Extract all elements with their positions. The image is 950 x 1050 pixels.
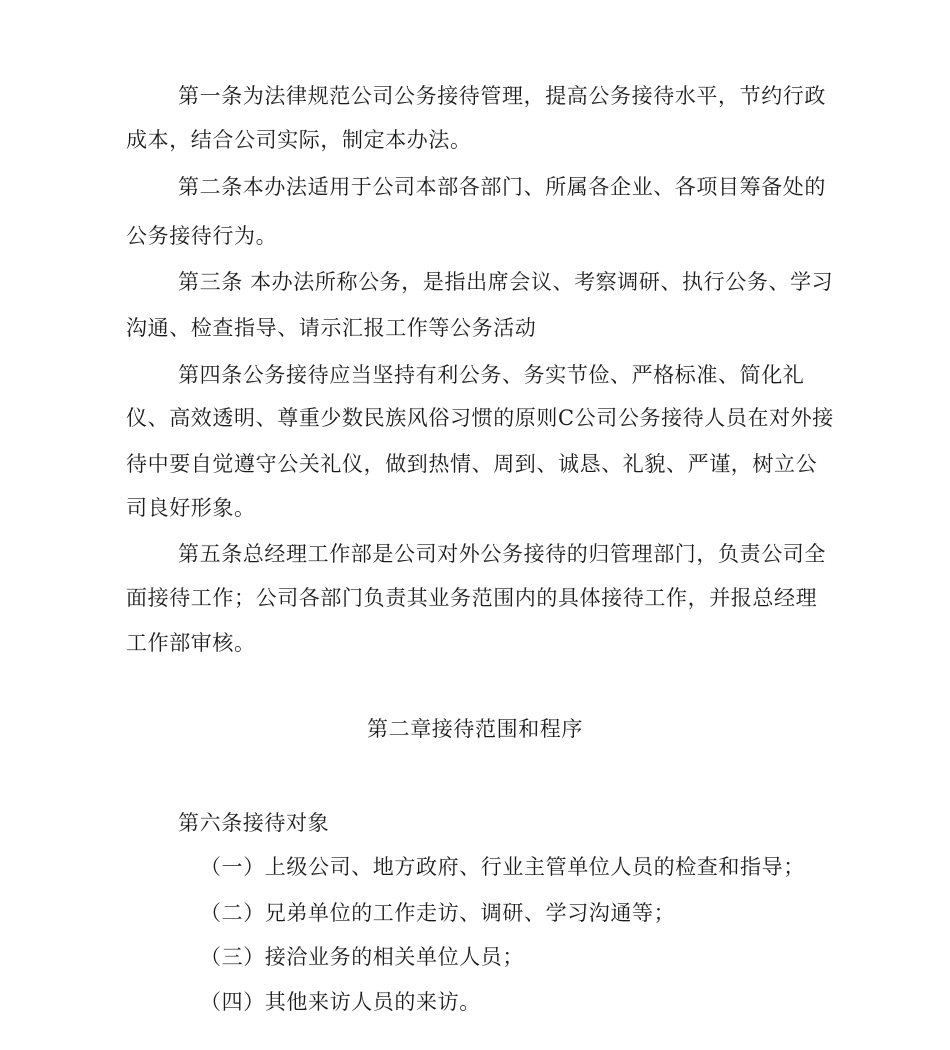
article-6-item-1: （一）上级公司、地方政府、行业主管单位人员的检查和指导； xyxy=(200,855,805,879)
article-4-line-4: 司良好形象。 xyxy=(126,496,256,520)
article-4-line-3: 待中要自觉遵守公关礼仪，做到热情、周到、诚恳、礼貌、严谨，树立公 xyxy=(126,452,818,476)
article-3-line-2: 沟通、检查指导、请示汇报工作等公务活动 xyxy=(126,316,537,340)
article-4-line-1: 第四条公务接待应当坚持有利公务、务实节俭、严格标准、简化礼 xyxy=(178,363,805,387)
article-2-line-1: 第二条本办法适用于公司本部各部门、所属各企业、各项目筹备处的 xyxy=(178,175,826,199)
article-6-item-2: （二）兄弟单位的工作走访、调研、学习沟通等； xyxy=(200,901,676,925)
article-2-line-2: 公务接待行为。 xyxy=(126,224,278,248)
article-5-line-2: 面接待工作；公司各部门负责其业务范围内的具体接待工作，并报总经理 xyxy=(126,586,818,610)
article-6-item-4: （四）其他来访人员的来访。 xyxy=(200,990,481,1014)
article-3-line-1: 第三条 本办法所称公务，是指出席会议、考察调研、执行公务、学习 xyxy=(178,270,834,294)
chapter-title: 第二章接待范围和程序 xyxy=(367,717,583,741)
article-5-line-1: 第五条总经理工作部是公司对外公务接待的归管理部门，负责公司全 xyxy=(178,542,826,566)
article-4-line-2: 仪、高效透明、尊重少数民族风俗习惯的原则C公司公务接待人员在对外接 xyxy=(126,406,834,430)
article-5-line-3: 工作部审核。 xyxy=(126,631,256,655)
article-1-line-2: 成本，结合公司实际，制定本办法。 xyxy=(126,128,472,152)
article-6-item-3: （三）接洽业务的相关单位人员； xyxy=(200,945,524,969)
article-1-line-1: 第一条为法律规范公司公务接待管理，提高公务接待水平，节约行政 xyxy=(178,84,826,108)
article-6-title: 第六条接待对象 xyxy=(178,811,330,835)
